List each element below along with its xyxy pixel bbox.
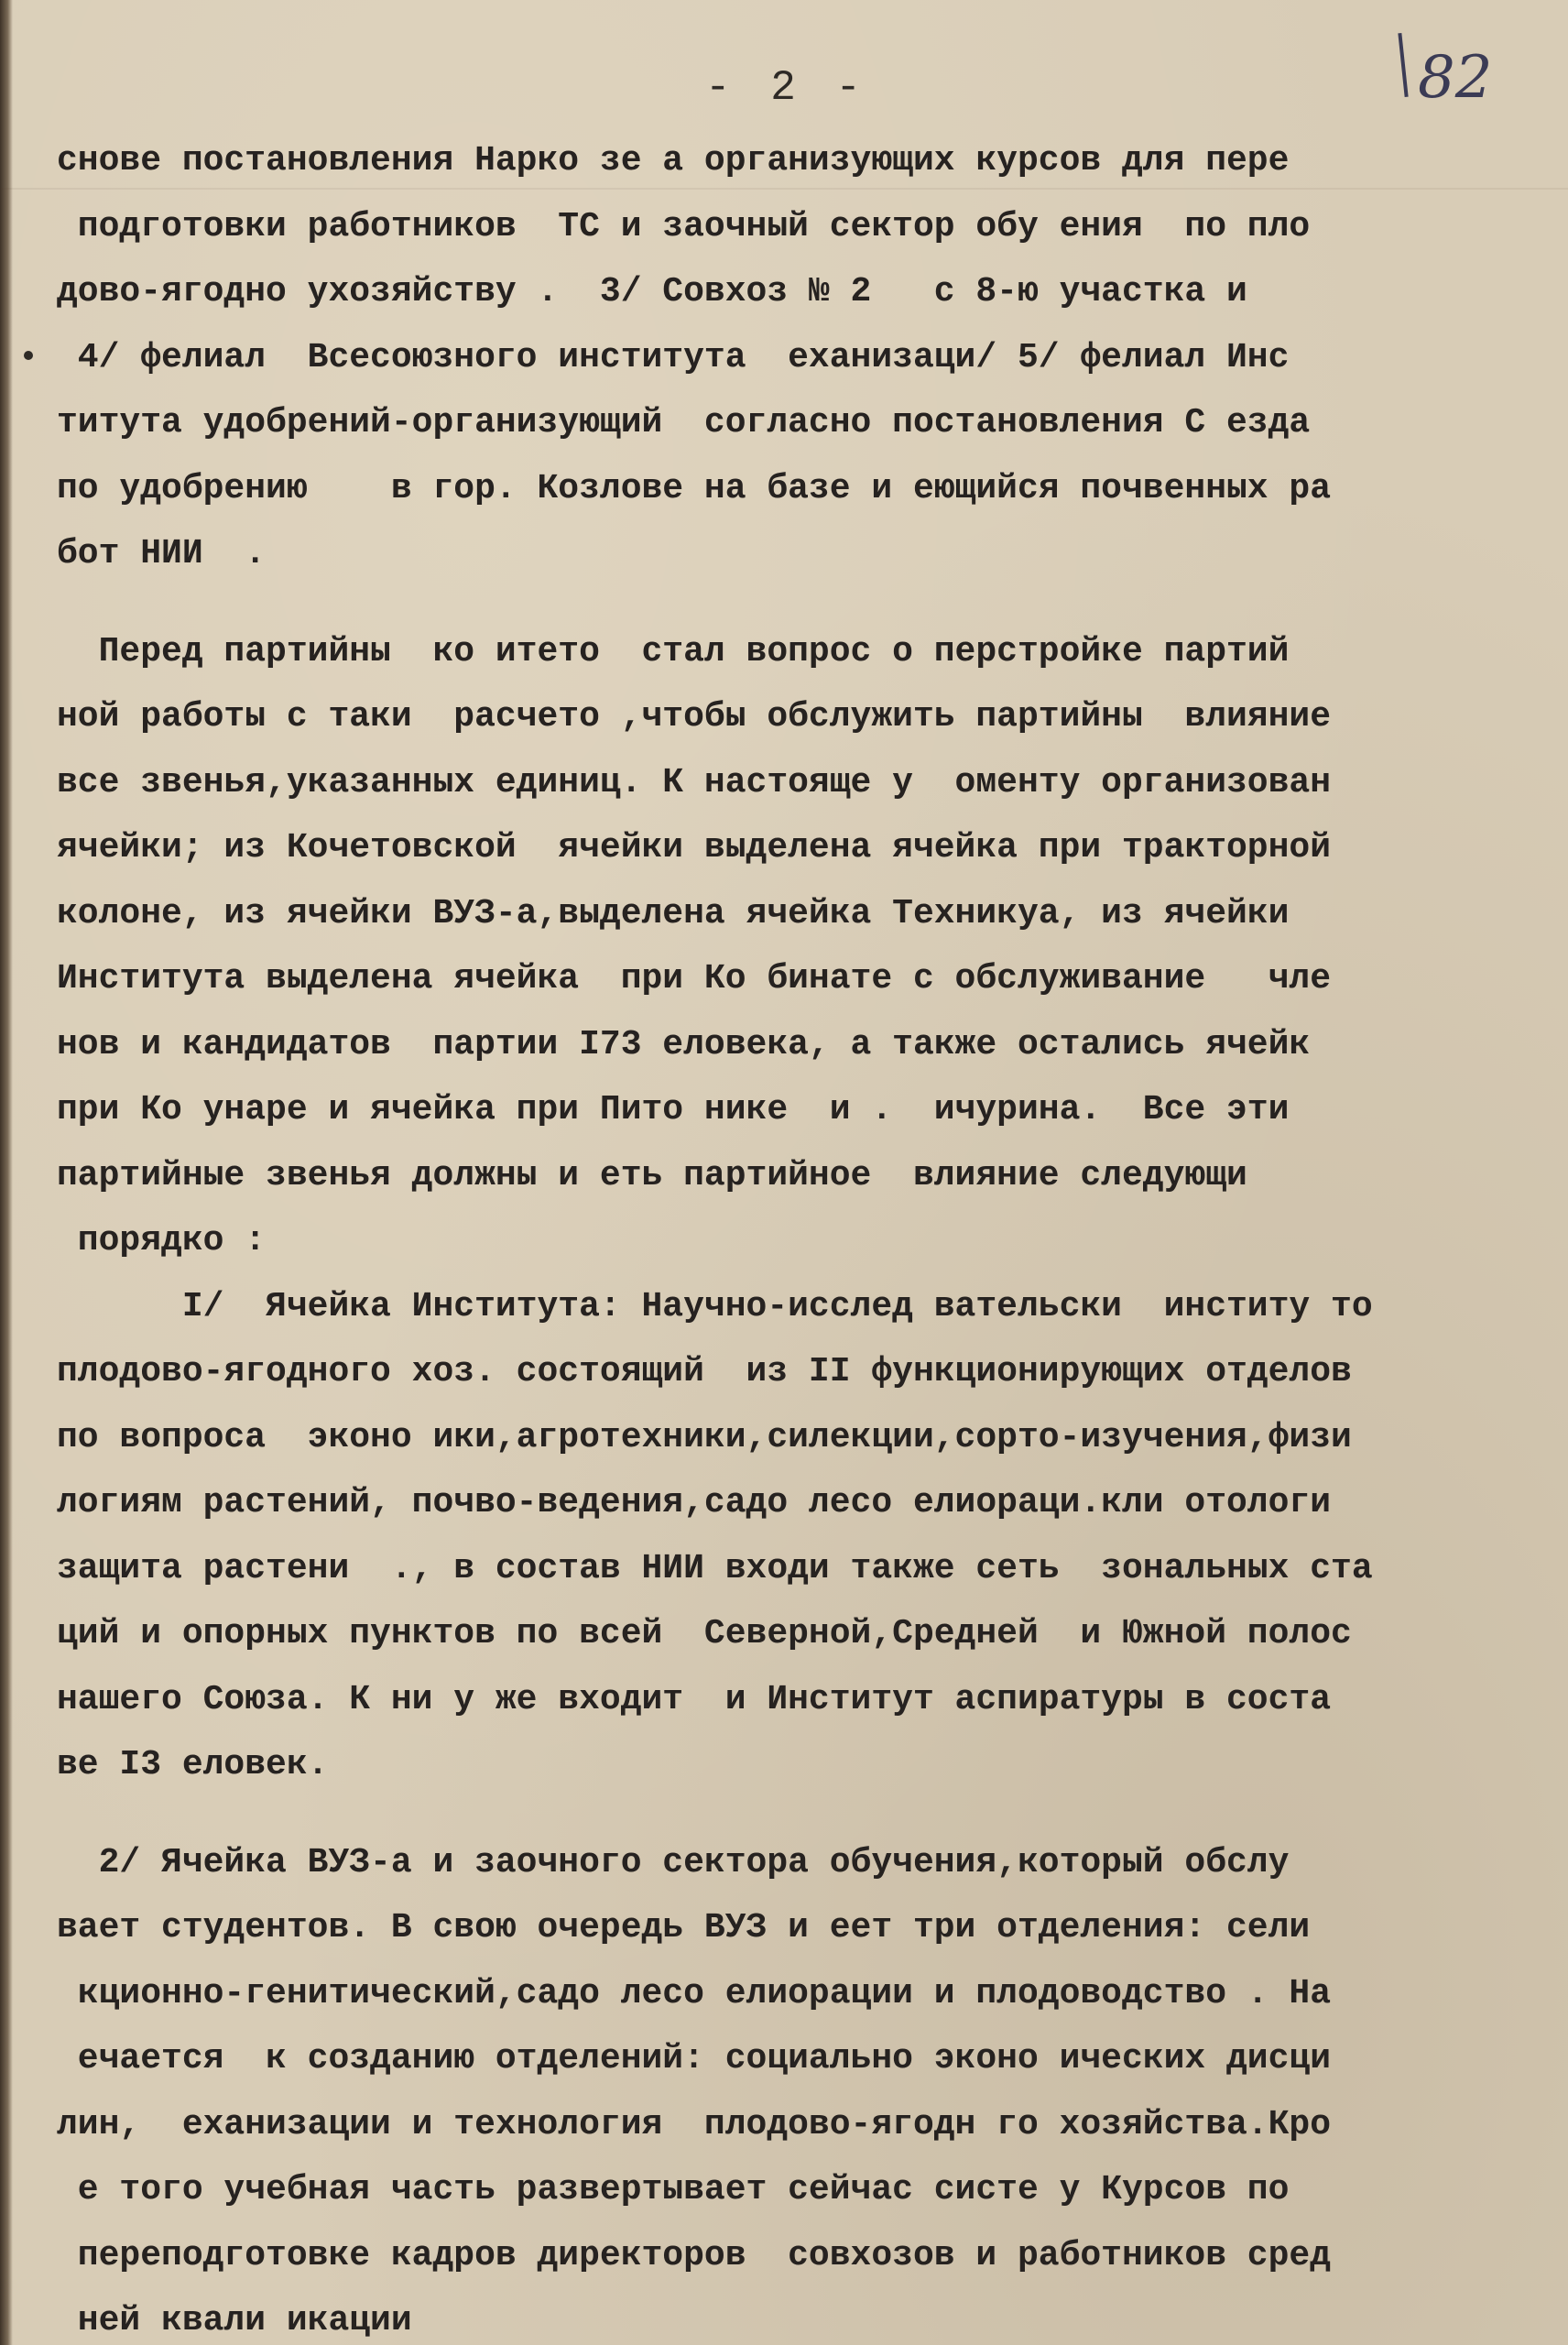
text-line: I/ Ячейка Института: Научно-исслед вательски институ то — [57, 1286, 1373, 1326]
text-line: ячейки; из Кочетовской ячейки выделена ячейка при тракторной — [57, 828, 1332, 867]
text-line: все звенья,указанных единиц. К настояще у оменту организован — [57, 762, 1332, 802]
text-line: колоне, из ячейки ВУЗ-а,выделена ячейка Техникуа, из ячейки — [57, 893, 1290, 933]
text-line: ней квали икации — [57, 2301, 412, 2340]
text-line: дово-ягодно ухозяйству . 3/ Совхоз № 2 с 8-ю участка и — [57, 272, 1247, 311]
text-line: нашего Союза. К ни у же входит и Институт аспиратуры в соста — [57, 1679, 1332, 1719]
text-line — [57, 587, 1559, 619]
text-line: бот НИИ . — [57, 534, 267, 573]
archive-mark-number: 82 — [1418, 44, 1493, 112]
text-line — [57, 1798, 1559, 1830]
text-line: нов и кандидатов партии I73 еловека, а также остались ячейк — [57, 1024, 1311, 1064]
text-line: е того учебная часть развертывает сейчас систе у Курсов по — [57, 2170, 1290, 2209]
text-line: ве I3 еловек. — [57, 1745, 329, 1784]
text-line: порядко : — [57, 1221, 267, 1260]
text-line: логиям растений, почво-ведения,садо лесо елиораци.кли отологи — [57, 1483, 1332, 1522]
text-line: переподготовке кадров директоров совхозов и работников сред — [57, 2235, 1332, 2275]
text-line: Перед партийны ко итето стал вопрос о перстройке партий — [57, 631, 1290, 671]
text-line: защита растени ., в состав НИИ входи также сеть зональных ста — [57, 1548, 1373, 1588]
text-line: партийные звенья должны и еть партийное влияние следующи — [57, 1155, 1247, 1195]
page-number: - 2 - — [705, 64, 869, 112]
archive-folio-mark — [1401, 27, 1539, 128]
text-line: подготовки работников ТС и заочный сектор обу ения по пло — [57, 206, 1311, 246]
paper-left-edge — [0, 0, 13, 2345]
text-line: ечается к созданию отделений: социально эконо ических дисци — [57, 2039, 1332, 2078]
text-line: ной работы с таки расчето ,чтобы обслужить партийны влияние — [57, 697, 1332, 736]
text-line: по удобрению в гор. Козлове на базе и еющийся почвенных ра — [57, 468, 1332, 508]
text-line: кционно-генитический,садо лесо елиорации и плодоводство . На — [57, 1973, 1332, 2013]
text-line: снове постановления Нарко зе а организующих курсов для пере — [57, 141, 1290, 180]
text-line: 2/ Ячейка ВУЗ-а и заочного сектора обучения,который обслу — [57, 1842, 1290, 1882]
text-line: Института выделена ячейка при Ко бинате с обслуживание чле — [57, 959, 1332, 998]
margin-dot — [24, 351, 33, 360]
text-line: при Ко унаре и ячейка при Пито нике и . ичурина. Все эти — [57, 1090, 1290, 1129]
text-line: плодово-ягодного хоз. состоящий из II функционирующих отделов — [57, 1352, 1352, 1391]
text-line: вает студентов. В свою очередь ВУЗ и еет три отделения: сели — [57, 1908, 1311, 1947]
archive-mark-stroke — [1398, 33, 1408, 97]
text-line: по вопроса эконо ики,агротехники,силекции,сорто-изучения,физи — [57, 1417, 1352, 1457]
text-line: 4/ фелиал Всесоюзного института еханизаци/ 5/ фелиал Инс — [57, 337, 1290, 377]
text-line: ций и опорных пунктов по всей Северной,Средней и Южной полос — [57, 1614, 1352, 1653]
typewritten-text — [57, 128, 1559, 2345]
text-line: титута удобрений-организующий согласно постановления С езда — [57, 403, 1311, 442]
text-line: лин, еханизации и технология плодово-ягодн го хозяйства.Кро — [57, 2104, 1332, 2144]
